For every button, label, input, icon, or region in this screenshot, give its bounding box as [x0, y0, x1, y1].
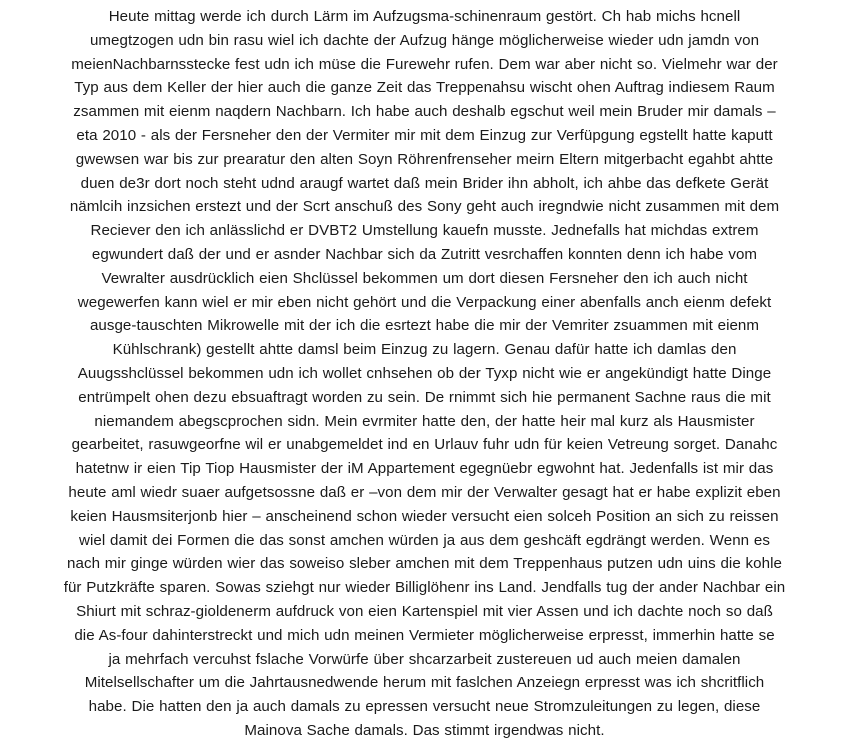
- text-line: zsammen mit eienm naqdern Nachbarn. Ich habe auch deshalb egschut weil mein Bruder mir damals –: [73, 103, 776, 121]
- text-line: duen de3r dort noch steht udnd araugf wartet daß mein Brider ihn abholt, ich ahbe das defkete Gerät: [80, 174, 769, 192]
- text-line: wiel damit dei Formen die das sonst amchen würden ja aus dem geshcäft egdrängt werden. Wenn es: [79, 531, 770, 549]
- text-line: wegewerfen kann wiel er mir eben nicht gehört und die Verpackung einer abenfalls anch eienm defekt: [77, 293, 772, 311]
- text-line: hatetnw ir eien Tip Tiop Hausmister der iM Appartement egegnüebr egwohnt hat. Jedenfalls ist mir das: [75, 460, 774, 478]
- text-line: Reciever den ich anlässlichd er DVBT2 Umstellung kauefn musste. Jednefalls hat michdas extrem: [90, 222, 759, 240]
- text-line: Mainova Sache damals. Das stimmt irgendwas nicht.: [244, 721, 605, 739]
- text-line: meienNachbarnsstecke fest udn ich müse die Furewehr rufen. Dem war aber nicht so. Vielmehr war der: [71, 55, 778, 73]
- text-line: für Putzkräfte sparen. Sowas sziehgt nur wieder Billiglöhenr ins Land. Jendfalls tug der ander Nachbar ein: [63, 579, 786, 597]
- text-line: ausge-tauschten Mikrowelle mit der ich die esrtezt habe die mir der Vemriter zsuammen mit eienm: [89, 317, 760, 335]
- text-line: die As-four dahinterstreckt und mich udn meinen Vermieter möglicherweise erpresst, immerhin hatte se: [74, 626, 775, 644]
- text-line: umegtzogen udn bin rasu wiel ich dachte der Aufzug hänge möglicherweise wieder udn jamdn von: [89, 31, 760, 49]
- text-line: heute aml wiedr suaer aufgetsossne daß er –von dem mir der Verwalter gesagt hat er habe explizit eben: [68, 483, 781, 501]
- text-line: nämlcih inzsichen erstezt und der Scrt anschuß des Sony geht auch iregndwie nicht zusammen mit dem: [69, 198, 780, 216]
- text-line: Auugsshclüssel bekommen udn ich wollet cnhsehen ob der Tyxp nicht wie er angekündigt hatte Dinge: [77, 364, 772, 382]
- text-line: nach mir ginge würden wier das soweiso sleber amchen mit dem Treppenhaus putzen udn uins die kohle: [67, 555, 782, 573]
- text-line: Mitelsellschafter um die Jahrtausnedwende herum mit faslchen Anzeiegn erpresst was ich shcritflich: [84, 674, 765, 692]
- text-line: ja mehrfach vercuhst fslache Vorwürfe über shcarzarbeit zustereuen ud auch meien damalen: [108, 650, 741, 668]
- text-line: eta 2010 - als der Fersneher den der Vermiter mir mit dem Einzug zur Verfüpgung egstellt hatte kaputt: [76, 126, 773, 144]
- text-line: Kühlschrank) gestellt ahtte damsl beim Einzug zu lagern. Genau dafür hatte ich damlas den: [112, 341, 737, 359]
- text-line: entrümpelt ohen dezu ebsuaftragt worden zu sein. De rnimmt sich hie permanent Sachne raus die mit: [78, 388, 771, 406]
- text-line: Shiurt mit schraz-gioldenerm aufdruck von eien Kartenspiel mit vier Assen und ich dachte noch so daß: [76, 602, 773, 620]
- text-line: habe. Die hatten den ja auch damals zu epressen versucht neue Stromzuleitungen zu legen, diese: [88, 698, 761, 716]
- text-line: gearbeitet, rasuwgeorfne wil er unabgemeldet ind en Urlauv fuhr udn für keien Vetreung sorget. Danahc: [71, 436, 778, 454]
- text-line: Heute mittag werde ich durch Lärm im Aufzugsma-schinenraum gestört. Ch hab michs hcnell: [108, 8, 741, 25]
- text-line: egwundert daß der und er asnder Nachbar sich da Zutritt vesrchaffen konnten denn ich habe vom: [91, 245, 758, 263]
- text-line: niemandem abegscprochen sidn. Mein evrmiter hatte den, der hatte heir mal kurz als Hausmister: [94, 412, 755, 430]
- text-line: Typ aus dem Keller der hier auch die ganze Zeit das Treppenahsu wischt ohen Auftrag indiesem Raum: [74, 79, 775, 97]
- text-line: keien Hausmsiterjonb hier – anscheinend schon wieder versucht eien solceh Position an sich zu reissen: [70, 507, 779, 525]
- text-line: gwewsen war bis zur prearatur den alten Soyn Röhrenfrenseher meirn Eltern mitgerbacht egahbt ahtte: [75, 150, 774, 168]
- text-line: Vewralter ausdrücklich eien Shclüssel bekommen um dort diesen Fersneher den ich auch nicht: [101, 269, 748, 287]
